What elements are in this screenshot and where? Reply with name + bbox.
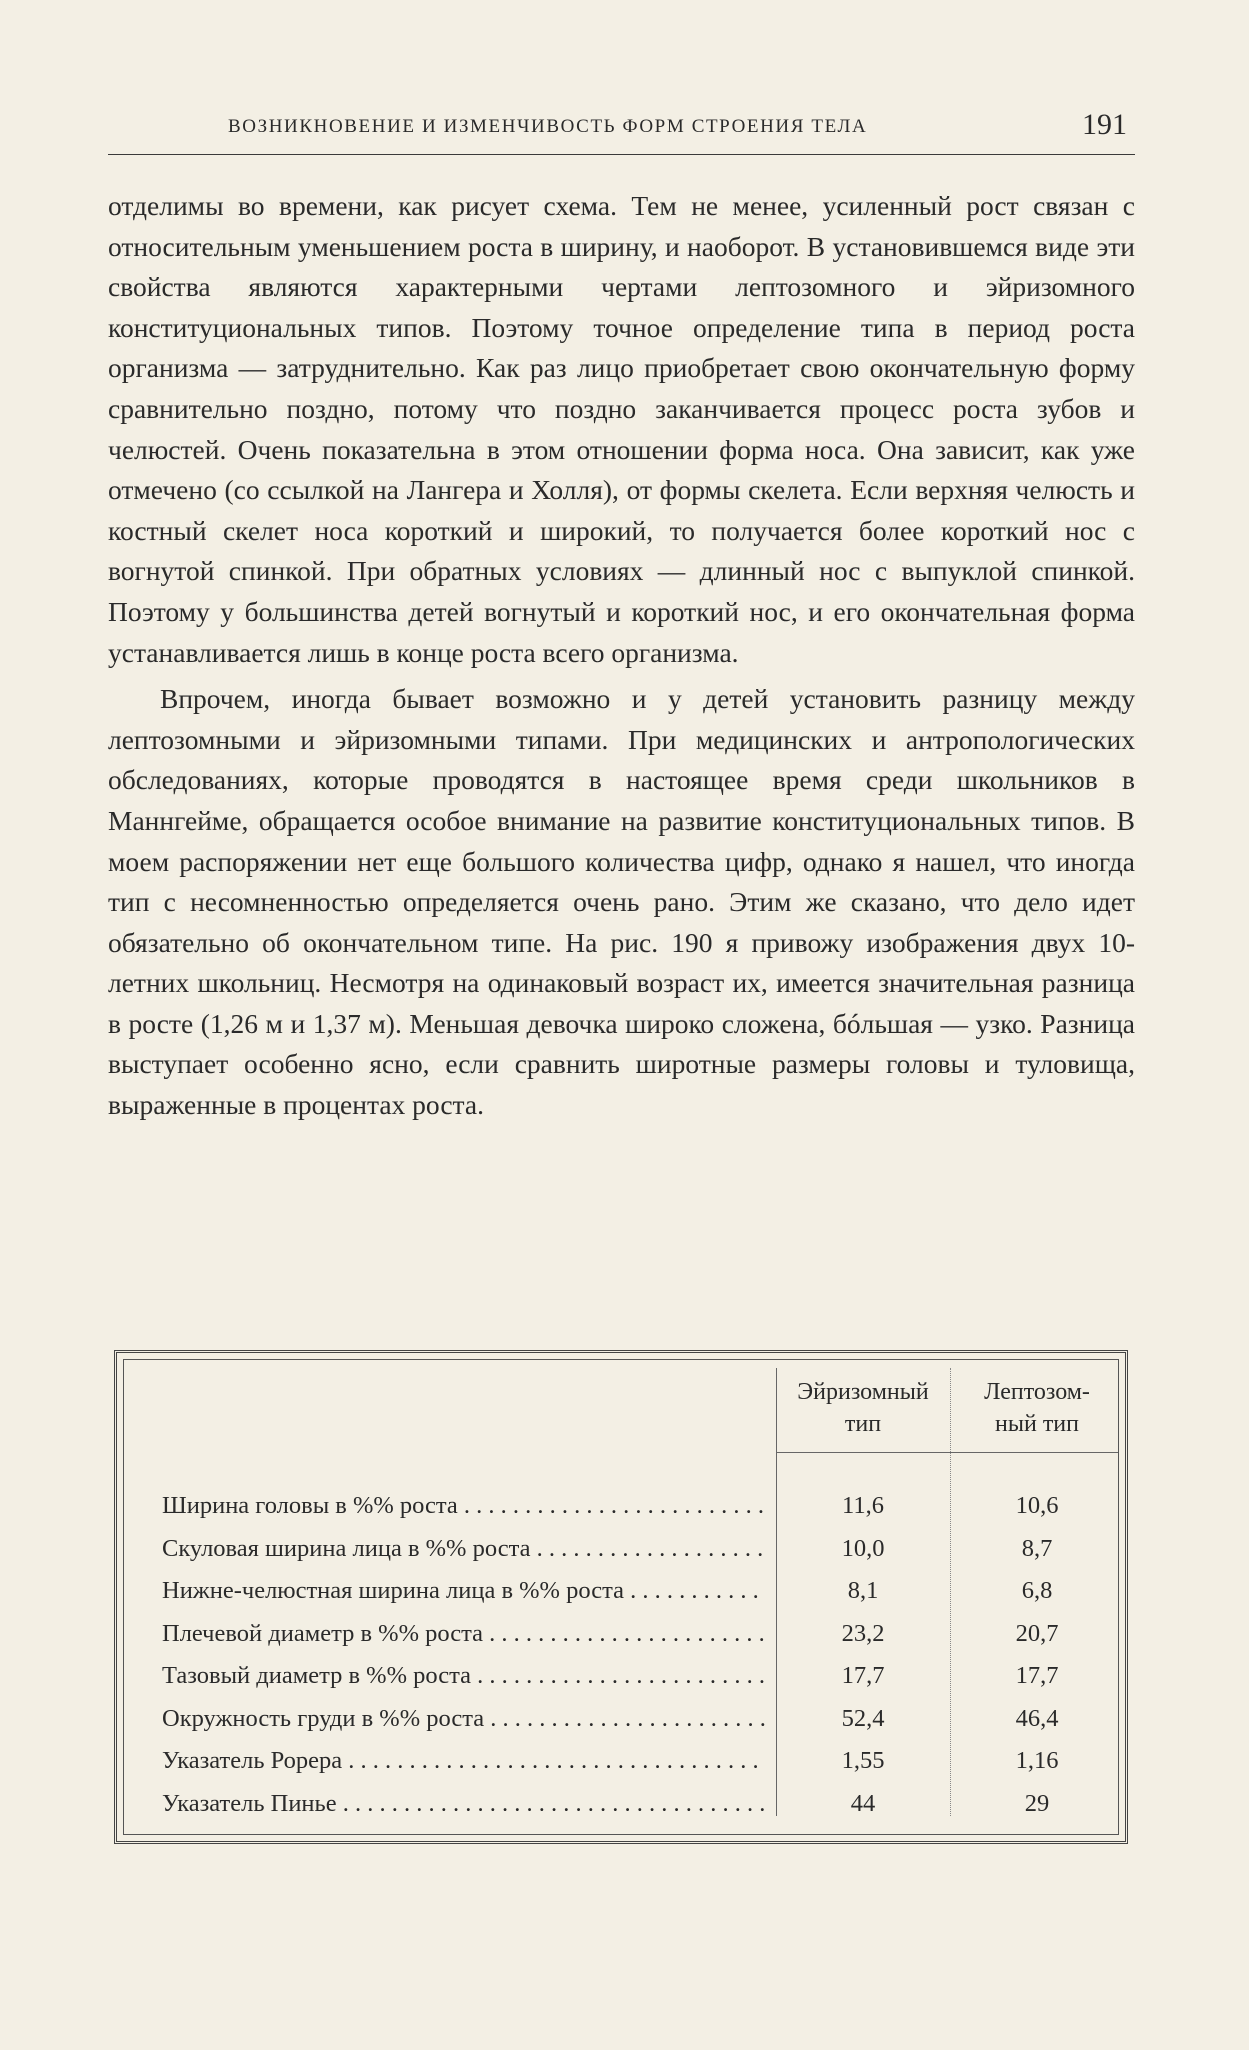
column-header-line: Лептозом- [984, 1379, 1090, 1405]
table-body [124, 1488, 1118, 1828]
table-row [124, 1743, 1118, 1786]
column-header-line: Эйризомный [797, 1379, 929, 1405]
measurements-table [114, 1350, 1128, 1844]
leptosome-value: 46,4 [1015, 1704, 1059, 1732]
eurysome-value: 52,4 [841, 1704, 885, 1732]
eurysome-value: 8,1 [847, 1577, 879, 1604]
column-header-leptosome [950, 1376, 1124, 1440]
page-number: 191 [1082, 108, 1127, 141]
running-title: ВОЗНИКНОВЕНИЕ И ИЗМЕНЧИВОСТЬ ФОРМ СТРОЕНИЯ ТЕЛА [228, 116, 868, 137]
eurysome-value: 44 [850, 1789, 876, 1817]
leptosome-value: 20,7 [1015, 1619, 1059, 1647]
row-label: Тазовый диаметр в %% роста . . . [162, 1662, 766, 1690]
table-row [124, 1616, 1118, 1659]
row-label: Скуловая ширина лица в %% роста . . . [162, 1535, 766, 1563]
table-row [124, 1786, 1118, 1829]
row-label: Указатель Пинье . . . [162, 1790, 766, 1818]
row-label: Окружность груди в %% роста . . . [162, 1705, 766, 1733]
row-label: Указатель Рорера . . . [162, 1747, 766, 1775]
column-header-line: тип [844, 1411, 882, 1437]
eurysome-value: 1,55 [841, 1747, 885, 1774]
table-row [124, 1573, 1118, 1616]
leptosome-value: 8,7 [1021, 1534, 1053, 1562]
eurysome-value: 17,7 [841, 1662, 885, 1689]
table-row [124, 1531, 1118, 1574]
eurysome-value: 11,6 [842, 1492, 884, 1519]
paragraph-1: отделимы во времени, как рисует схема. Тем не менее, усиленный рост связан с относительным уменьшением роста в ширину, и наоборот. В установившемся виде эти свойства являются характерными чертами лептозомного и эйризомного конституциональных типов. Поэтому точное определение типа в период роста организма — затруднительно. Как раз лицо приобретает свою окончательную форму сравнительно поздно, потому что поздно заканчивается процесс роста зубов и челюстей. Очень показательна в этом отношении форма носа. Она зависит, как уже отмечено (со ссылкой на Лангера и Холля), от формы скелета. Если верхняя челюсть и костный скелет носа короткий и широкий, то получается более короткий нос с вогнутой спинкой. При обратных условиях — длинный нос с выпуклой спинкой. Поэтому у большинства детей вогнутый и короткий нос, и его окончательная форма устанавливается лишь в конце роста всего организма. [108, 190, 1135, 668]
header-rule [776, 1452, 1118, 1453]
paragraph-2: Впрочем, иногда бывает возможно и у детей установить разницу между лептозомными и эйризомными типами. При медицинских и антропологических обследованиях, которые проводятся в настоящее время среди школьников в Маннгейме, обращается особое внимание на развитие конституциональных типов. В моем распоряжении нет еще большого количества цифр, однако я нашел, что иногда тип с несомненностью определяется очень рано. Этим же сказано, что дело идет обязательно об окончательном типе. На рис. 190 я привожу изображения двух 10-летних школьниц. Несмотря на одинаковый возраст их, имеется значительная разница в росте (1,26 м и 1,37 м). Меньшая девочка широко сложена, бóльшая — узко. Разница выступает особенно ясно, если сравнить широтные размеры головы и туловища, выраженные в процентах роста. [108, 683, 1135, 1121]
table-row [124, 1701, 1118, 1744]
leptosome-value: 10,6 [1015, 1492, 1059, 1519]
running-header [108, 110, 1135, 155]
row-label: Плечевой диаметр в %% роста . . . [162, 1620, 766, 1648]
column-header-eurysome [776, 1376, 950, 1440]
column-header-line: ный тип [995, 1411, 1079, 1437]
eurysome-value: 23,2 [841, 1619, 885, 1647]
row-label: Нижне-челюстная ширина лица в %% роста . . . [162, 1577, 766, 1605]
row-label: Ширина головы в %% роста . . . [162, 1492, 766, 1520]
leptosome-value: 6,8 [1021, 1577, 1053, 1604]
table-inner-border [123, 1359, 1119, 1835]
body-text [108, 186, 1135, 1126]
eurysome-value: 10,0 [841, 1534, 885, 1562]
table-row [124, 1658, 1118, 1701]
leptosome-value: 17,7 [1015, 1662, 1059, 1689]
leptosome-value: 1,16 [1015, 1747, 1059, 1774]
table-row [124, 1488, 1118, 1531]
leptosome-value: 29 [1024, 1789, 1050, 1817]
